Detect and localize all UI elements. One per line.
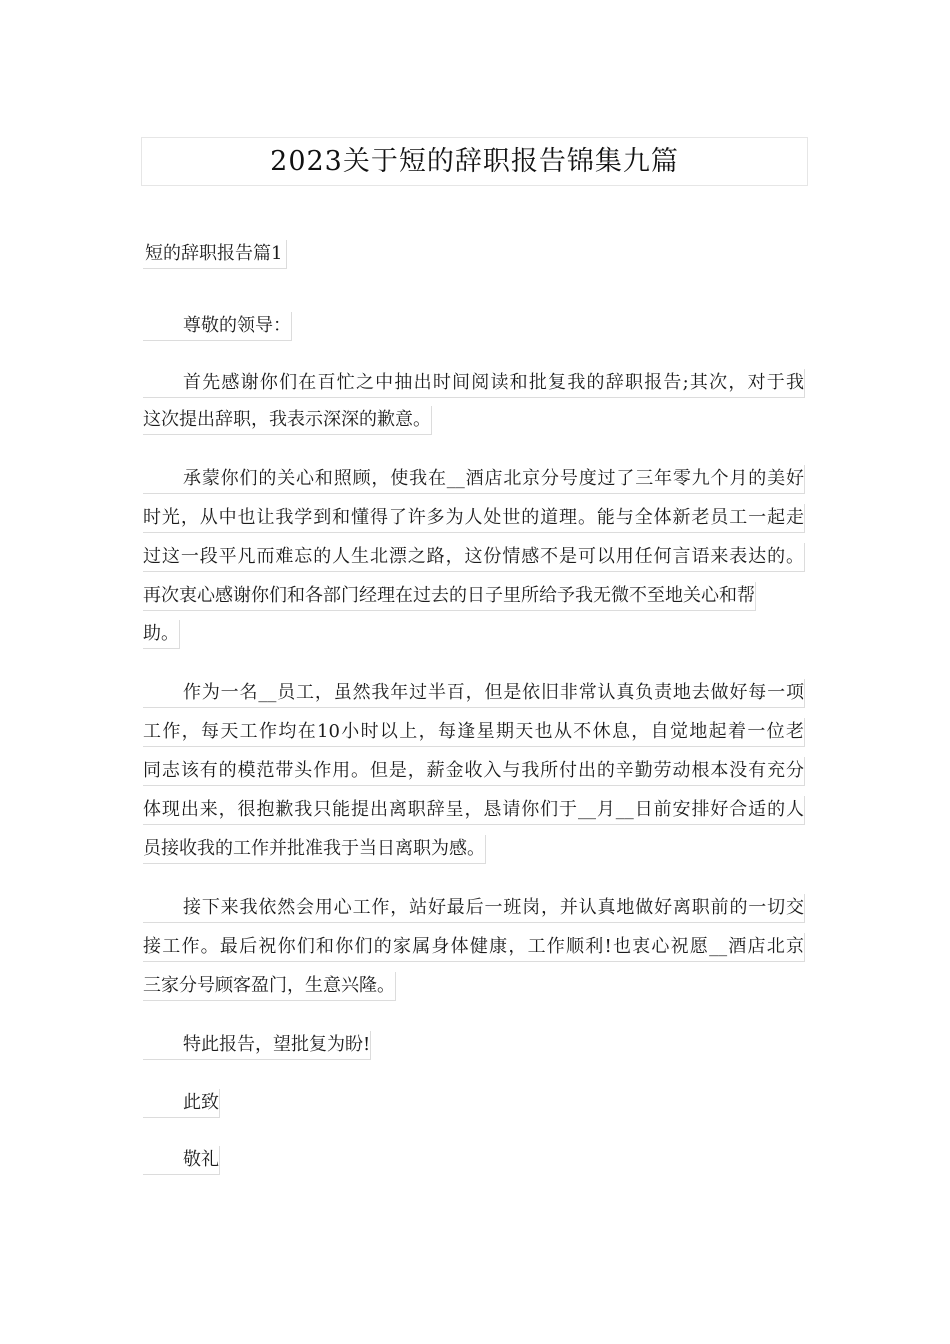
section-heading: 短的辞职报告篇1 (143, 240, 287, 269)
paragraph-line: 接工作。最后祝你们和你们的家属身体健康，工作顺利!也衷心祝愿__酒店北京 (143, 933, 805, 962)
paragraph-line: 员接收我的工作并批准我于当日离职为感。 (143, 835, 486, 864)
paragraph-line: 助。 (143, 620, 180, 649)
paragraph-line: 接下来我依然会用心工作，站好最后一班岗，并认真地做好离职前的一切交 (143, 894, 805, 923)
paragraph-line: 同志该有的模范带头作用。但是，薪金收入与我所付出的辛勤劳动根本没有充分 (143, 757, 805, 786)
paragraph-line: 体现出来，很抱歉我只能提出离职辞呈，恳请你们于__月__日前安排好合适的人 (143, 796, 805, 825)
paragraph-line: 过这一段平凡而难忘的人生北漂之路，这份情感不是可以用任何言语来表达的。 (143, 543, 805, 572)
paragraph-line: 三家分号顾客盈门，生意兴隆。 (143, 972, 396, 1001)
closing-jingli: 敬礼 (143, 1146, 220, 1175)
paragraph-line: 时光，从中也让我学到和懂得了许多为人处世的道理。能与全体新老员工一起走 (143, 504, 805, 533)
paragraph-line: 承蒙你们的关心和照顾，使我在__酒店北京分号度过了三年零九个月的美好 (143, 465, 805, 494)
paragraph-line: 首先感谢你们在百忙之中抽出时间阅读和批复我的辞职报告;其次，对于我 (143, 369, 805, 398)
paragraph-line: 再次衷心感谢你们和各部门经理在过去的日子里所给予我无微不至地关心和帮 (143, 582, 756, 611)
paragraph-line: 这次提出辞职，我表示深深的歉意。 (143, 406, 432, 435)
closing-line: 特此报告，望批复为盼! (143, 1031, 371, 1060)
paragraph-line: 作为一名__员工，虽然我年过半百，但是依旧非常认真负责地去做好每一项 (143, 679, 805, 708)
salutation-line: 尊敬的领导： (143, 312, 292, 341)
closing-zhici: 此致 (143, 1089, 220, 1118)
document-title: 2023关于短的辞职报告锦集九篇 (141, 137, 808, 186)
paragraph-line: 工作，每天工作均在10小时以上，每逢星期天也从不休息，自觉地起着一位老 (143, 718, 805, 747)
